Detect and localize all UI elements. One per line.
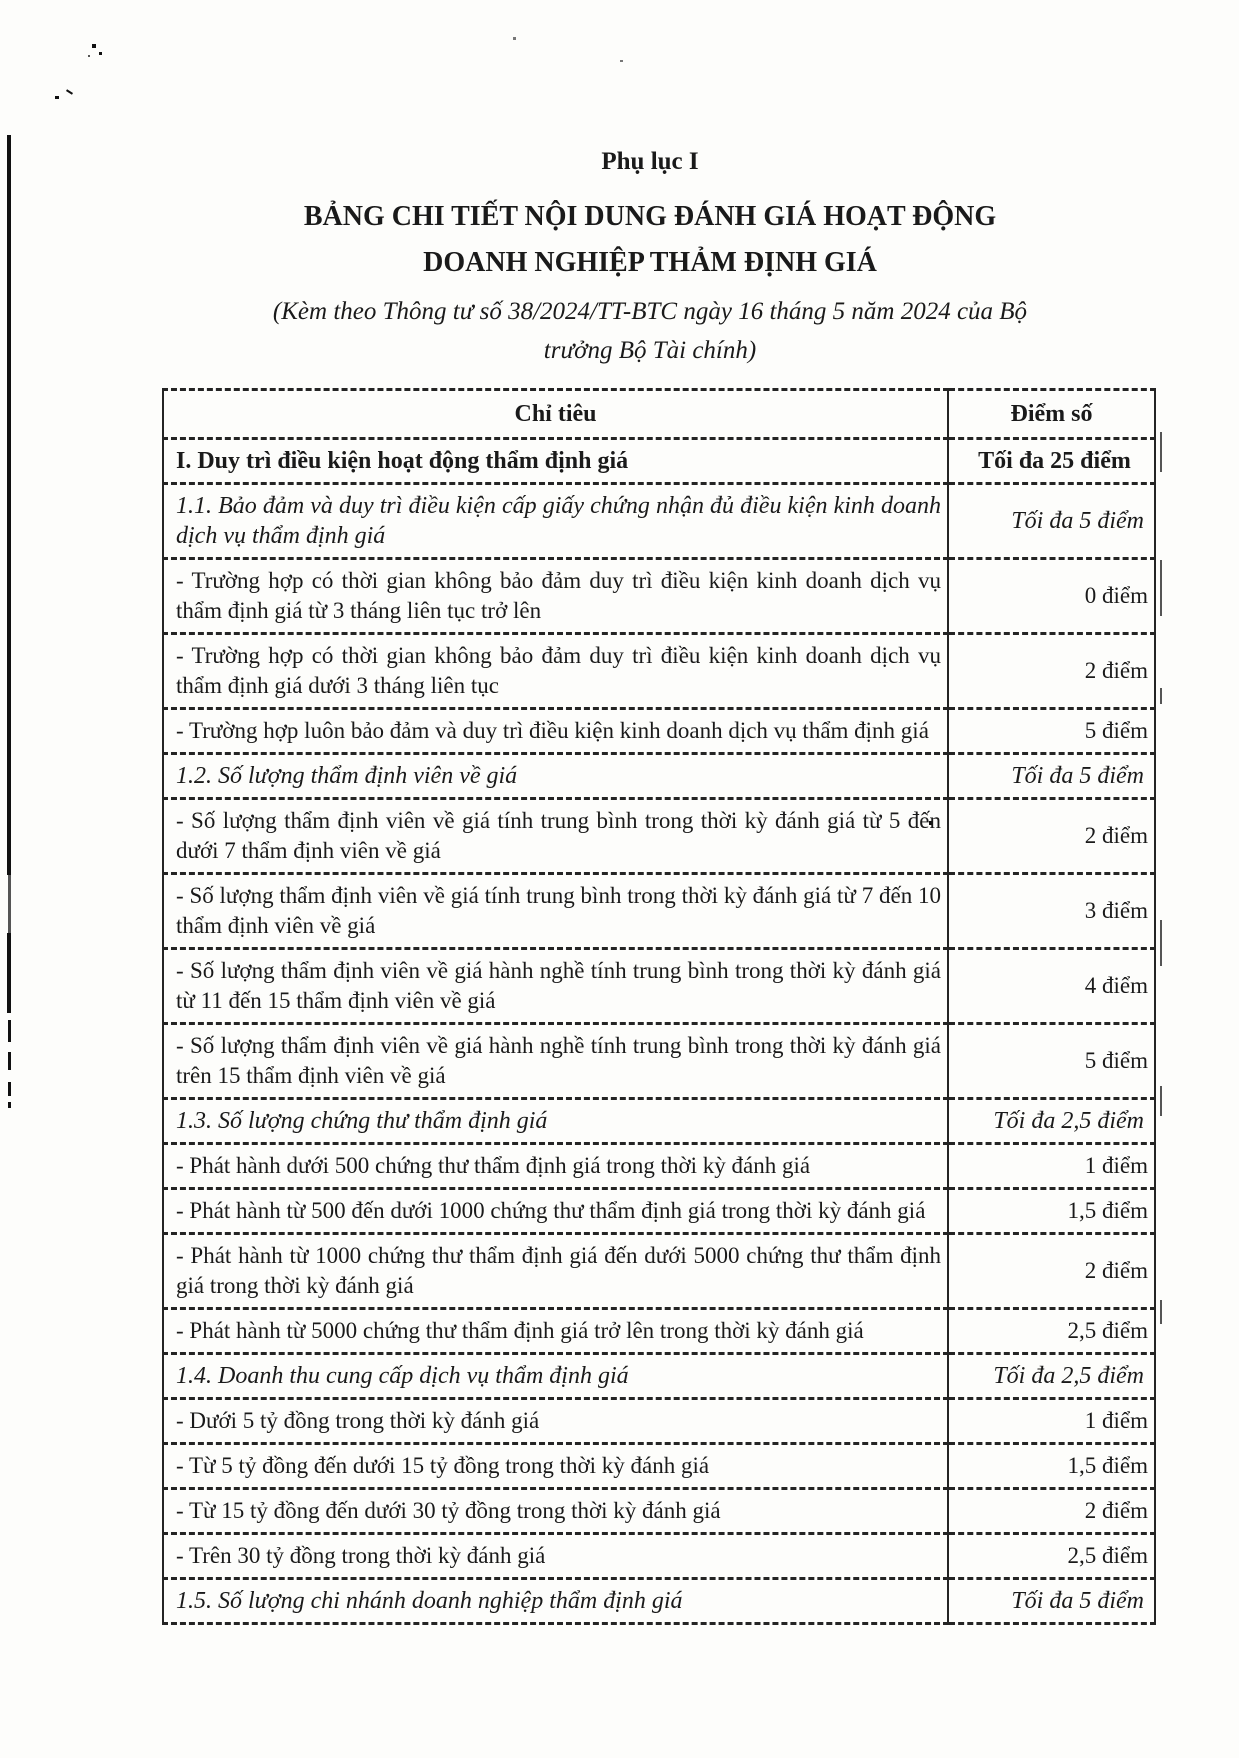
score-cell: 0 điểm: [948, 559, 1155, 634]
col-header-criterion: Chỉ tiêu: [163, 390, 948, 439]
criterion-cell: - Dưới 5 tỷ đồng trong thời kỳ đánh giá: [163, 1399, 948, 1444]
score-cell: Tối đa 2,5 điểm: [948, 1354, 1155, 1399]
criterion-cell: - Trên 30 tỷ đồng trong thời kỳ đánh giá: [163, 1534, 948, 1579]
scan-line-artifact: [1160, 1086, 1162, 1116]
table-row: [163, 634, 1155, 709]
score-cell: Tối đa 5 điểm: [948, 1579, 1155, 1624]
table-row: [163, 1024, 1155, 1099]
scan-line-artifact: [7, 933, 11, 1013]
table-row: [163, 439, 1155, 484]
criterion-cell: - Số lượng thẩm định viên về giá hành nghề tính trung bình trong thời kỳ đánh giá trên 15 thẩm định viên về giá: [163, 1024, 948, 1099]
score-cell: 1 điểm: [948, 1144, 1155, 1189]
document-subtitle: [120, 292, 1180, 370]
score-cell: 2,5 điểm: [948, 1309, 1155, 1354]
score-cell: Tối đa 2,5 điểm: [948, 1099, 1155, 1144]
table-row: [163, 874, 1155, 949]
scan-line-artifact: [1160, 560, 1162, 616]
scan-line-artifact: [8, 1082, 11, 1096]
criterion-cell: - Trường hợp có thời gian không bảo đảm duy trì điều kiện kinh doanh dịch vụ thẩm định giá từ 3 tháng liên tục trở lên: [163, 559, 948, 634]
criterion-cell: - Số lượng thẩm định viên về giá tính trung bình trong thời kỳ đánh giá từ 5 đến dưới 7 thẩm định viên về giá: [163, 799, 948, 874]
criterion-cell: - Phát hành từ 500 đến dưới 1000 chứng thư thẩm định giá trong thời kỳ đánh giá: [163, 1189, 948, 1234]
col-header-score: Điểm số: [948, 390, 1155, 439]
scan-line-artifact: [1160, 1300, 1162, 1324]
evaluation-table: [162, 388, 1156, 1625]
document-subtitle-line1: (Kèm theo Thông tư số 38/2024/TT-BTC ngày 16 tháng 5 năm 2024 của Bộ: [272, 298, 1028, 325]
score-cell: 1,5 điểm: [948, 1189, 1155, 1234]
table-row: [163, 1399, 1155, 1444]
score-cell: 3 điểm: [948, 874, 1155, 949]
criterion-cell: - Phát hành dưới 500 chứng thư thẩm định giá trong thời kỳ đánh giá: [163, 1144, 948, 1189]
scan-speck-artifact: [55, 96, 59, 99]
score-cell: 2 điểm: [948, 1489, 1155, 1534]
table-row: [163, 1309, 1155, 1354]
table-header-row: [163, 390, 1155, 439]
score-cell: 2 điểm: [948, 634, 1155, 709]
scan-speck-artifact: [513, 37, 516, 40]
table-row: [163, 484, 1155, 559]
score-cell: Tối đa 5 điểm: [948, 484, 1155, 559]
table-row: [163, 1234, 1155, 1309]
scan-speck-artifact: [92, 44, 96, 48]
criterion-cell: 1.2. Số lượng thẩm định viên về giá: [163, 754, 948, 799]
criterion-cell: - Phát hành từ 5000 chứng thư thẩm định giá trở lên trong thời kỳ đánh giá: [163, 1309, 948, 1354]
score-cell: 4 điểm: [948, 949, 1155, 1024]
appendix-label: Phụ lục I: [601, 148, 699, 175]
document-title-line2: DOANH NGHIỆP THẢM ĐỊNH GIÁ: [423, 247, 877, 278]
table-row: [163, 1489, 1155, 1534]
score-cell: 5 điểm: [948, 1024, 1155, 1099]
table-row: [163, 949, 1155, 1024]
document-subtitle-line2: trưởng Bộ Tài chính): [543, 337, 757, 364]
criterion-cell: - Số lượng thẩm định viên về giá hành nghề tính trung bình trong thời kỳ đánh giá từ 11 đến 15 thẩm định viên về giá: [163, 949, 948, 1024]
title-block: [120, 148, 1180, 370]
score-cell: Tối đa 25 điểm: [948, 439, 1155, 484]
score-cell: 5 điểm: [948, 709, 1155, 754]
table-row: [163, 1144, 1155, 1189]
score-cell: 1,5 điểm: [948, 1444, 1155, 1489]
criterion-cell: 1.5. Số lượng chi nhánh doanh nghiệp thẩm định giá: [163, 1579, 948, 1624]
score-cell: 1 điểm: [948, 1399, 1155, 1444]
scan-line-artifact: [1160, 432, 1162, 472]
criterion-cell: 1.3. Số lượng chứng thư thẩm định giá: [163, 1099, 948, 1144]
table-body: [163, 439, 1155, 1624]
table-row: [163, 754, 1155, 799]
document-title-line1: BẢNG CHI TIẾT NỘI DUNG ĐÁNH GIÁ HOẠT ĐỘNG: [303, 201, 997, 232]
document-title: [120, 194, 1180, 286]
criterion-cell: - Từ 15 tỷ đồng đến dưới 30 tỷ đồng trong thời kỳ đánh giá: [163, 1489, 948, 1534]
score-cell: Tối đa 5 điểm: [948, 754, 1155, 799]
score-cell: 2 điểm: [948, 799, 1155, 874]
criterion-cell: I. Duy trì điều kiện hoạt động thẩm định giá: [163, 439, 948, 484]
criterion-cell: - Phát hành từ 1000 chứng thư thẩm định giá đến dưới 5000 chứng thư thẩm định giá trong thời kỳ đánh giá: [163, 1234, 948, 1309]
table-row: [163, 1354, 1155, 1399]
criterion-cell: - Số lượng thẩm định viên về giá tính trung bình trong thời kỳ đánh giá từ 7 đến 10 thẩm định viên về giá: [163, 874, 948, 949]
criterion-cell: 1.1. Bảo đảm và duy trì điều kiện cấp giấy chứng nhận đủ điều kiện kinh doanh dịch vụ thẩm định giá: [163, 484, 948, 559]
scan-line-artifact: [7, 135, 11, 875]
table-row: [163, 709, 1155, 754]
scan-speck-artifact: [620, 60, 623, 62]
scan-line-artifact: [8, 875, 11, 933]
score-cell: 2 điểm: [948, 1234, 1155, 1309]
criterion-cell: - Từ 5 tỷ đồng đến dưới 15 tỷ đồng trong thời kỳ đánh giá: [163, 1444, 948, 1489]
table-row: [163, 799, 1155, 874]
table-row: [163, 1189, 1155, 1234]
criterion-cell: 1.4. Doanh thu cung cấp dịch vụ thẩm định giá: [163, 1354, 948, 1399]
scan-speck-artifact: [66, 89, 73, 94]
criterion-cell: - Trường hợp luôn bảo đảm và duy trì điều kiện kinh doanh dịch vụ thẩm định giá: [163, 709, 948, 754]
table-row: [163, 1579, 1155, 1624]
scan-line-artifact: [8, 1102, 11, 1108]
scan-line-artifact: [1160, 688, 1162, 704]
table-row: [163, 559, 1155, 634]
scan-line-artifact: [8, 1052, 11, 1070]
scan-line-artifact: [8, 1020, 11, 1042]
table-row: [163, 1099, 1155, 1144]
score-cell: 2,5 điểm: [948, 1534, 1155, 1579]
scan-line-artifact: [1160, 920, 1162, 966]
scan-speck-artifact: [88, 55, 90, 57]
criterion-cell: - Trường hợp có thời gian không bảo đảm duy trì điều kiện kinh doanh dịch vụ thẩm định giá dưới 3 tháng liên tục: [163, 634, 948, 709]
table-row: [163, 1534, 1155, 1579]
table-row: [163, 1444, 1155, 1489]
scan-speck-artifact: [99, 52, 102, 55]
